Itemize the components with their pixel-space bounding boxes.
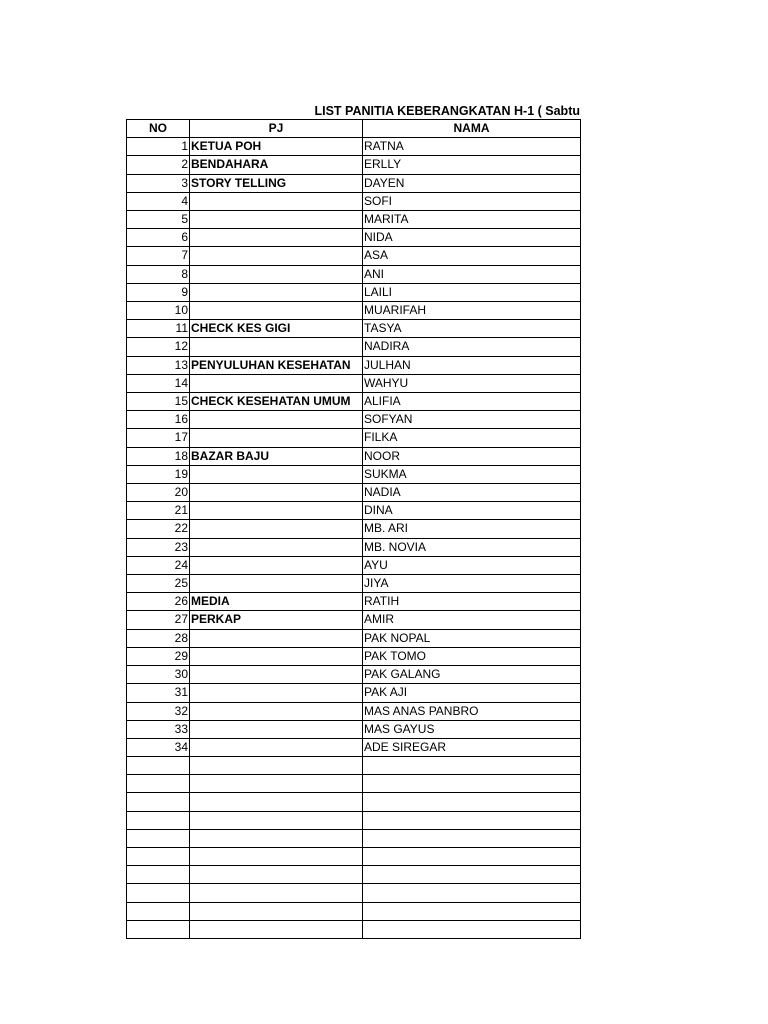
table-row <box>127 374 581 392</box>
row-pj-cell[interactable] <box>190 720 363 738</box>
row-nama-cell[interactable]: ALIFIA <box>363 393 581 411</box>
row-no-cell[interactable]: 26 <box>127 593 190 611</box>
row-nama-cell[interactable]: DINA <box>363 502 581 520</box>
table-row <box>127 884 581 902</box>
row-no-cell[interactable] <box>127 811 190 829</box>
table-row <box>127 192 581 210</box>
row-nama-cell[interactable]: JULHAN <box>363 356 581 374</box>
row-nama-cell[interactable]: ADE SIREGAR <box>363 738 581 756</box>
row-no-cell[interactable]: 23 <box>127 538 190 556</box>
row-no-cell[interactable]: 24 <box>127 556 190 574</box>
row-nama-cell[interactable]: SUKMA <box>363 465 581 483</box>
row-no-cell[interactable]: 5 <box>127 211 190 229</box>
row-no-cell[interactable]: 16 <box>127 411 190 429</box>
sheet-title: LIST PANITIA KEBERANGKATAN H-1 ( Sabtu <box>314 104 580 118</box>
row-pj-cell[interactable] <box>190 757 363 775</box>
row-pj-cell[interactable] <box>190 374 363 392</box>
row-nama-cell[interactable] <box>363 793 581 811</box>
row-pj-cell[interactable] <box>190 884 363 902</box>
row-no-cell[interactable]: 19 <box>127 465 190 483</box>
table-row <box>127 666 581 684</box>
row-no-cell[interactable] <box>127 848 190 866</box>
row-pj-cell[interactable] <box>190 338 363 356</box>
row-nama-cell[interactable]: MB. NOVIA <box>363 538 581 556</box>
row-no-cell[interactable]: 7 <box>127 247 190 265</box>
table-row <box>127 447 581 465</box>
row-nama-cell[interactable]: MB. ARI <box>363 520 581 538</box>
row-nama-cell[interactable]: MUARIFAH <box>363 302 581 320</box>
row-no-cell[interactable]: 30 <box>127 666 190 684</box>
row-no-cell[interactable]: 20 <box>127 484 190 502</box>
table-row <box>127 556 581 574</box>
row-nama-cell[interactable]: NADIRA <box>363 338 581 356</box>
table-row <box>127 283 581 301</box>
row-no-cell[interactable]: 33 <box>127 720 190 738</box>
row-no-cell[interactable]: 12 <box>127 338 190 356</box>
row-pj-cell[interactable]: PENYULUHAN KESEHATAN <box>190 356 363 374</box>
row-pj-cell[interactable] <box>190 520 363 538</box>
row-nama-cell[interactable]: AMIR <box>363 611 581 629</box>
table-row <box>127 684 581 702</box>
row-pj-cell[interactable] <box>190 229 363 247</box>
row-nama-cell[interactable]: DAYEN <box>363 174 581 192</box>
row-pj-cell[interactable]: PERKAP <box>190 611 363 629</box>
table-row <box>127 647 581 665</box>
row-no-cell[interactable] <box>127 884 190 902</box>
row-pj-cell[interactable] <box>190 902 363 920</box>
row-pj-cell[interactable] <box>190 666 363 684</box>
row-no-cell[interactable]: 28 <box>127 629 190 647</box>
row-nama-cell[interactable]: NADIA <box>363 484 581 502</box>
row-no-cell[interactable]: 13 <box>127 356 190 374</box>
table-row <box>127 575 581 593</box>
table-row <box>127 229 581 247</box>
row-pj-cell[interactable] <box>190 829 363 847</box>
table-row <box>127 538 581 556</box>
table-row <box>127 320 581 338</box>
table-row <box>127 156 581 174</box>
table-row <box>127 265 581 283</box>
row-no-cell[interactable]: 4 <box>127 192 190 210</box>
table-row <box>127 775 581 793</box>
committee-table <box>126 119 581 939</box>
header-pj: PJ <box>190 120 363 138</box>
row-no-cell[interactable]: 9 <box>127 283 190 301</box>
row-no-cell[interactable]: 8 <box>127 265 190 283</box>
row-no-cell[interactable]: 29 <box>127 647 190 665</box>
row-nama-cell[interactable]: PAK NOPAL <box>363 629 581 647</box>
row-no-cell[interactable] <box>127 757 190 775</box>
row-pj-cell[interactable] <box>190 484 363 502</box>
row-pj-cell[interactable]: CHECK KESEHATAN UMUM <box>190 393 363 411</box>
row-nama-cell[interactable] <box>363 884 581 902</box>
table-row <box>127 393 581 411</box>
row-pj-cell[interactable]: MEDIA <box>190 593 363 611</box>
row-pj-cell[interactable] <box>190 502 363 520</box>
row-pj-cell[interactable] <box>190 302 363 320</box>
row-pj-cell[interactable] <box>190 556 363 574</box>
table-row <box>127 411 581 429</box>
row-no-cell[interactable] <box>127 866 190 884</box>
row-nama-cell[interactable] <box>363 866 581 884</box>
row-pj-cell[interactable] <box>190 738 363 756</box>
row-no-cell[interactable]: 2 <box>127 156 190 174</box>
row-pj-cell[interactable] <box>190 848 363 866</box>
row-pj-cell[interactable] <box>190 702 363 720</box>
row-nama-cell[interactable] <box>363 920 581 938</box>
row-nama-cell[interactable]: FILKA <box>363 429 581 447</box>
row-no-cell[interactable]: 17 <box>127 429 190 447</box>
header-no: NO <box>127 120 190 138</box>
row-nama-cell[interactable] <box>363 848 581 866</box>
row-nama-cell[interactable]: LAILI <box>363 283 581 301</box>
row-nama-cell[interactable]: PAK AJI <box>363 684 581 702</box>
row-nama-cell[interactable]: ERLLY <box>363 156 581 174</box>
row-pj-cell[interactable] <box>190 647 363 665</box>
table-body <box>127 138 581 939</box>
row-nama-cell[interactable]: TASYA <box>363 320 581 338</box>
table-row <box>127 247 581 265</box>
row-pj-cell[interactable]: KETUA POH <box>190 138 363 156</box>
row-no-cell[interactable]: 18 <box>127 447 190 465</box>
table-row <box>127 738 581 756</box>
table-row <box>127 356 581 374</box>
row-pj-cell[interactable]: CHECK KES GIGI <box>190 320 363 338</box>
row-no-cell[interactable]: 32 <box>127 702 190 720</box>
row-nama-cell[interactable]: NOOR <box>363 447 581 465</box>
table-row <box>127 211 581 229</box>
table-row <box>127 502 581 520</box>
table-row <box>127 520 581 538</box>
row-pj-cell[interactable] <box>190 192 363 210</box>
table-row <box>127 720 581 738</box>
row-pj-cell[interactable] <box>190 866 363 884</box>
row-no-cell[interactable]: 3 <box>127 174 190 192</box>
row-nama-cell[interactable]: MAS GAYUS <box>363 720 581 738</box>
table-row <box>127 465 581 483</box>
row-no-cell[interactable]: 10 <box>127 302 190 320</box>
row-nama-cell[interactable]: JIYA <box>363 575 581 593</box>
row-nama-cell[interactable]: ASA <box>363 247 581 265</box>
row-no-cell[interactable]: 31 <box>127 684 190 702</box>
row-nama-cell[interactable] <box>363 811 581 829</box>
table-row <box>127 593 581 611</box>
row-pj-cell[interactable]: BENDAHARA <box>190 156 363 174</box>
row-no-cell[interactable]: 6 <box>127 229 190 247</box>
header-row <box>127 120 581 138</box>
row-no-cell[interactable]: 1 <box>127 138 190 156</box>
row-nama-cell[interactable]: NIDA <box>363 229 581 247</box>
row-nama-cell[interactable]: RATNA <box>363 138 581 156</box>
table-row <box>127 302 581 320</box>
row-nama-cell[interactable] <box>363 775 581 793</box>
table-row <box>127 429 581 447</box>
table-row <box>127 611 581 629</box>
row-nama-cell[interactable]: MARITA <box>363 211 581 229</box>
table-row <box>127 848 581 866</box>
table-row <box>127 811 581 829</box>
row-no-cell[interactable]: 11 <box>127 320 190 338</box>
table-row <box>127 920 581 938</box>
row-pj-cell[interactable] <box>190 775 363 793</box>
header-nama: NAMA <box>363 120 581 138</box>
row-pj-cell[interactable] <box>190 411 363 429</box>
row-nama-cell[interactable]: SOFI <box>363 192 581 210</box>
row-pj-cell[interactable] <box>190 920 363 938</box>
row-nama-cell[interactable]: PAK GALANG <box>363 666 581 684</box>
table-row <box>127 629 581 647</box>
table-row <box>127 829 581 847</box>
row-pj-cell[interactable]: STORY TELLING <box>190 174 363 192</box>
row-no-cell[interactable]: 27 <box>127 611 190 629</box>
row-pj-cell[interactable] <box>190 265 363 283</box>
row-no-cell[interactable] <box>127 829 190 847</box>
table-row <box>127 138 581 156</box>
table-row <box>127 484 581 502</box>
row-no-cell[interactable]: 25 <box>127 575 190 593</box>
row-pj-cell[interactable] <box>190 465 363 483</box>
table-row <box>127 702 581 720</box>
row-nama-cell[interactable]: AYU <box>363 556 581 574</box>
row-pj-cell[interactable] <box>190 684 363 702</box>
row-nama-cell[interactable]: RATIH <box>363 593 581 611</box>
row-nama-cell[interactable]: MAS ANAS PANBRO <box>363 702 581 720</box>
row-nama-cell[interactable] <box>363 829 581 847</box>
row-nama-cell[interactable]: ANI <box>363 265 581 283</box>
row-no-cell[interactable] <box>127 775 190 793</box>
row-no-cell[interactable]: 14 <box>127 374 190 392</box>
row-pj-cell[interactable] <box>190 629 363 647</box>
row-pj-cell[interactable] <box>190 811 363 829</box>
row-no-cell[interactable]: 15 <box>127 393 190 411</box>
row-nama-cell[interactable] <box>363 757 581 775</box>
row-no-cell[interactable] <box>127 793 190 811</box>
table-row <box>127 338 581 356</box>
row-pj-cell[interactable] <box>190 283 363 301</box>
row-pj-cell[interactable] <box>190 793 363 811</box>
row-pj-cell[interactable] <box>190 575 363 593</box>
row-no-cell[interactable]: 34 <box>127 738 190 756</box>
table-row <box>127 174 581 192</box>
table-row <box>127 757 581 775</box>
row-no-cell[interactable] <box>127 920 190 938</box>
row-no-cell[interactable]: 21 <box>127 502 190 520</box>
row-pj-cell[interactable] <box>190 429 363 447</box>
row-pj-cell[interactable]: BAZAR BAJU <box>190 447 363 465</box>
row-pj-cell[interactable] <box>190 538 363 556</box>
row-nama-cell[interactable]: SOFYAN <box>363 411 581 429</box>
row-pj-cell[interactable] <box>190 211 363 229</box>
row-nama-cell[interactable]: PAK TOMO <box>363 647 581 665</box>
row-nama-cell[interactable]: WAHYU <box>363 374 581 392</box>
row-no-cell[interactable]: 22 <box>127 520 190 538</box>
row-no-cell[interactable] <box>127 902 190 920</box>
table-row <box>127 902 581 920</box>
row-nama-cell[interactable] <box>363 902 581 920</box>
row-pj-cell[interactable] <box>190 247 363 265</box>
table-row <box>127 793 581 811</box>
table-row <box>127 866 581 884</box>
